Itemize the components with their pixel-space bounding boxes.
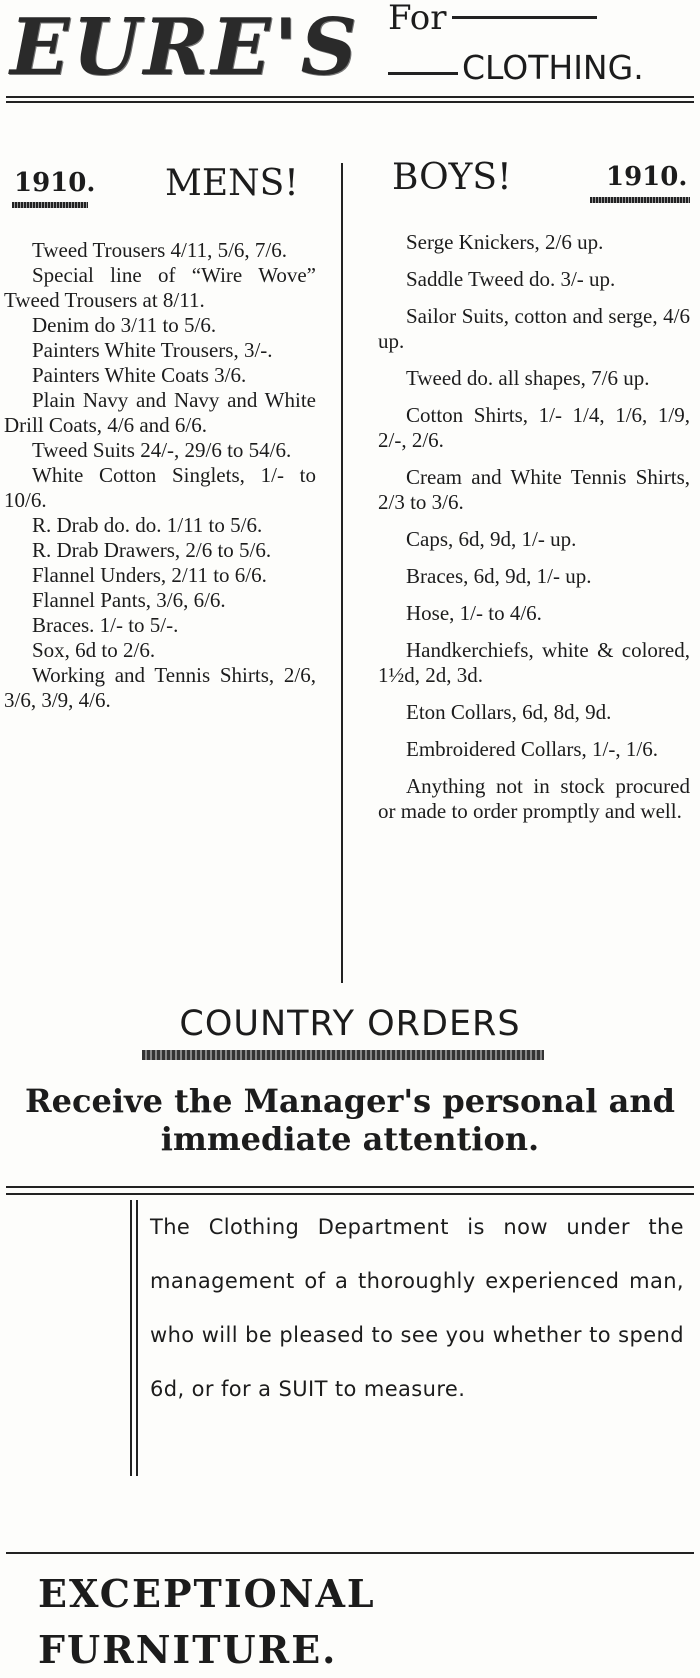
boys-item: Cotton Shirts, 1/- 1/4, 1/6, 1/9, 2/-, 2/6. — [378, 403, 690, 452]
boys-heading: BOYS! — [392, 157, 512, 198]
boys-item: Hose, 1/- to 4/6. — [406, 601, 542, 625]
for-label: For — [388, 0, 447, 38]
mens-item: Flannel Pants, 3/6, 6/6. — [32, 588, 226, 612]
boys-item: Anything not in stock procured or made to order promptly and well. — [378, 774, 690, 823]
mens-list — [4, 238, 316, 713]
mens-item: White Cotton Singlets, 1/- to 10/6. — [4, 463, 316, 512]
country-orders-heading: COUNTRY ORDERS — [179, 1004, 521, 1044]
mens-item: Painters White Coats 3/6. — [32, 363, 247, 387]
country-orders-message — [0, 1082, 700, 1158]
clothing-department-notice: The Clothing Department is now under the management of a thoroughly experienced man, who will be pleased to see you whether to spend 6d, or for a SUIT to measure. — [150, 1215, 684, 1401]
boys-year: 1910. — [606, 162, 688, 192]
boys-item: Embroidered Collars, 1/-, 1/6. — [406, 737, 658, 761]
mens-year: 1910. — [14, 168, 96, 198]
footer-rule — [6, 1552, 694, 1554]
notice-border — [130, 1200, 132, 1476]
column-divider — [341, 163, 343, 983]
boys-item: Cream and White Tennis Shirts, 2/3 to 3/6. — [378, 465, 690, 514]
boys-year-underline — [590, 197, 690, 203]
country-orders-underline — [142, 1050, 544, 1060]
mens-item: R. Drab Drawers, 2/6 to 5/6. — [32, 538, 272, 562]
mens-item: Denim do 3/11 to 5/6. — [32, 313, 217, 337]
section-rule-bottom — [6, 1193, 694, 1195]
mens-heading: MENS! — [165, 163, 299, 204]
country-orders-line-2: immediate attention. — [160, 1120, 540, 1158]
boys-item: Eton Collars, 6d, 8d, 9d. — [406, 700, 612, 724]
boys-item: Sailor Suits, cotton and serge, 4/6 up. — [378, 304, 690, 353]
masthead-rule-bottom — [6, 101, 694, 103]
boys-item: Tweed do. all shapes, 7/6 up. — [406, 366, 650, 390]
mens-item: Braces. 1/- to 5/-. — [32, 613, 179, 637]
clothing-label: CLOTHING. — [462, 48, 644, 87]
mens-item: Plain Navy and Navy and White Drill Coats, 4/6 and 6/6. — [4, 388, 316, 437]
mens-item: Working and Tennis Shirts, 2/6, 3/6, 3/9, 4/6. — [4, 663, 316, 712]
brand-name: EURE'S — [10, 2, 360, 93]
mens-item: Special line of “Wire Wove” Tweed Trousers at 8/11. — [4, 263, 316, 312]
mens-year-underline — [12, 202, 88, 208]
mens-item: Painters White Trousers, 3/-. — [32, 338, 273, 362]
mens-item: Sox, 6d to 2/6. — [32, 638, 156, 662]
masthead-rule-top — [6, 96, 694, 98]
clothing-dash — [388, 72, 458, 75]
mens-item: Flannel Unders, 2/11 to 6/6. — [32, 563, 267, 587]
country-orders-line-1: Receive the Manager's personal and — [25, 1082, 675, 1120]
mens-item: R. Drab do. do. 1/11 to 5/6. — [32, 513, 263, 537]
boys-item: Saddle Tweed do. 3/- up. — [406, 267, 616, 291]
mens-item: Tweed Trousers 4/11, 5/6, 7/6. — [32, 238, 288, 262]
furniture-line-2: FURNITURE. — [38, 1627, 338, 1672]
notice-border-inner — [136, 1200, 138, 1476]
boys-item: Braces, 6d, 9d, 1/- up. — [406, 564, 592, 588]
boys-list — [378, 230, 690, 836]
for-dash — [452, 16, 597, 19]
mens-item: Tweed Suits 24/-, 29/6 to 54/6. — [32, 438, 292, 462]
section-rule-top — [6, 1186, 694, 1188]
boys-item: Caps, 6d, 9d, 1/- up. — [406, 527, 577, 551]
boys-item: Serge Knickers, 2/6 up. — [406, 230, 604, 254]
furniture-heading — [38, 1566, 376, 1678]
boys-item: Handkerchiefs, white & colored, 1½d, 2d, 3d. — [378, 638, 690, 687]
furniture-line-1: EXCEPTIONAL — [38, 1571, 376, 1616]
